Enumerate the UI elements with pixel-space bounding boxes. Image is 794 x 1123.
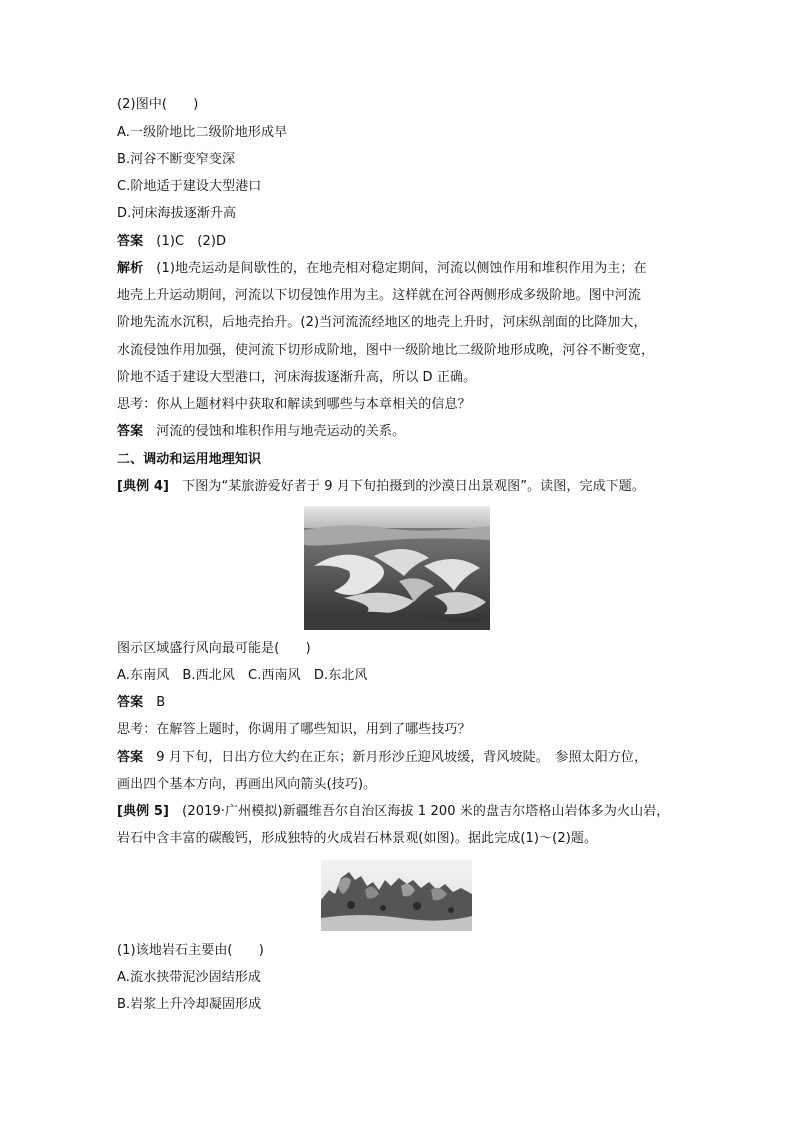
answer-text: B xyxy=(143,695,166,710)
example-text: (2019·广州模拟)新疆维吾尔自治区海拔 1 200 米的盘吉尔塔格山岩体多为火山岩， xyxy=(169,804,670,819)
answer-text: (1)C (2)D xyxy=(143,234,227,249)
answer-label: 答案 xyxy=(117,424,144,439)
section-heading: 二、调动和运用地理知识 xyxy=(117,452,262,467)
example-5-intro xyxy=(117,803,669,821)
example-4-intro xyxy=(117,478,645,496)
analysis-text-1: (1)地壳运动是间歇性的，在地壳相对稳定期间，河流以侧蚀作用和堆积作用为主；在 xyxy=(143,261,647,276)
example-tag: [典例 4] xyxy=(117,479,170,494)
answer-label: 答案 xyxy=(117,695,144,710)
q2-stem: (2)图中( ) xyxy=(117,97,199,112)
q2-option-d: D.河床海拔逐渐升高 xyxy=(117,206,237,221)
q2-option-a: A.一级阶地比二级阶地形成早 xyxy=(117,125,288,140)
answer-text: 9 月下旬，日出方位大约在正东；新月形沙丘迎风坡缓，背风坡陡。 参照太阳方位， xyxy=(143,750,648,765)
analysis-line-2: 地壳上升运动期间，河流以下切侵蚀作用为主。这样就在河谷两侧形成多级阶地。图中河流 xyxy=(117,288,642,303)
example-tag: [典例 5] xyxy=(117,804,170,819)
example-4-question: 图示区域盛行风向最可能是( ) xyxy=(117,641,311,656)
answer-text: 河流的侵蚀和堆积作用与地壳运动的关系。 xyxy=(143,424,406,439)
answer-4 xyxy=(117,749,647,767)
analysis-line-4: 水流侵蚀作用加强，使河流下切形成阶地，图中一级阶地比二级阶地形成晚，河谷不断变宽， xyxy=(117,343,655,358)
example-5-line-2: 岩石中含丰富的碳酸钙，形成独特的火成岩石林景观(如图)。据此完成(1)～(2)题。 xyxy=(117,831,598,846)
stone-forest-photo xyxy=(321,860,472,931)
example-5-q1-option-a: A.流水挟带泥沙固结形成 xyxy=(117,970,261,985)
q2-option-b: B.河谷不断变窄变深 xyxy=(117,152,236,167)
desert-sunrise-photo xyxy=(304,506,490,630)
analysis-line-1 xyxy=(117,260,647,278)
think-question-2: 思考：在解答上题时，你调用了哪些知识，用到了哪些技巧？ xyxy=(117,722,471,737)
analysis-line-3: 阶地先流水沉积，后地壳抬升。(2)当河流流经地区的地壳上升时，河床纵剖面的比降加大， xyxy=(117,315,647,330)
analysis-line-5: 阶地不适于建设大型港口，河床海拔逐渐升高，所以 D 正确。 xyxy=(117,370,477,385)
answer-2 xyxy=(117,423,405,441)
answer-label: 答案 xyxy=(117,234,144,249)
answer-3 xyxy=(117,694,165,712)
answer-label: 答案 xyxy=(117,750,144,765)
example-5-q1-option-b: B.岩浆上升冷却凝固形成 xyxy=(117,997,262,1012)
answer-4-line-2: 画出四个基本方向，再画出风向箭头(技巧)。 xyxy=(117,777,377,792)
think-question-1: 思考：你从上题材料中获取和解读到哪些与本章相关的信息？ xyxy=(117,397,471,412)
q2-option-c: C.阶地适于建设大型港口 xyxy=(117,179,262,194)
example-text: 下图为“某旅游爱好者于 9 月下旬拍摄到的沙漠日出景观图”。读图，完成下题。 xyxy=(169,479,645,494)
analysis-label: 解析 xyxy=(117,261,144,276)
example-5-q1-stem: (1)该地岩石主要由( ) xyxy=(117,943,264,958)
answer-1 xyxy=(117,233,226,251)
example-4-options: A.东南风 B.西北风 C.西南风 D.东北风 xyxy=(117,668,368,683)
